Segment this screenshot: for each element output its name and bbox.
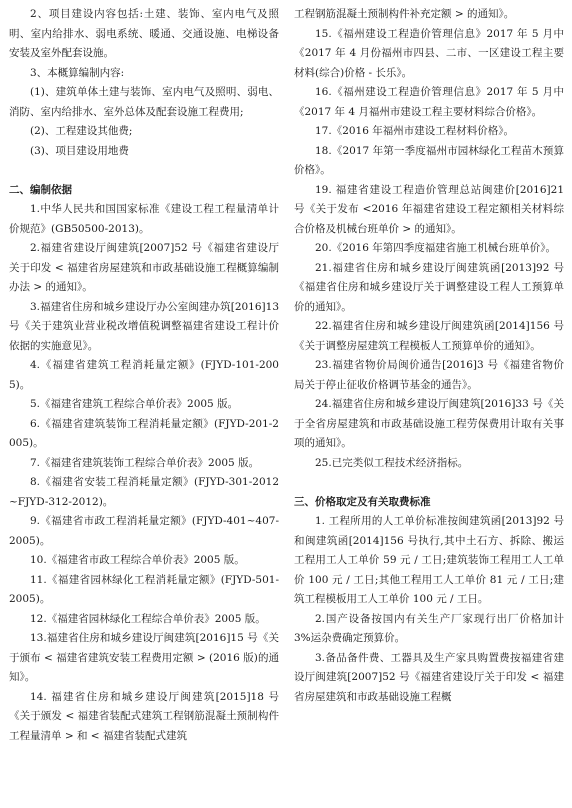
basis-item-6: 6.《福建省建筑装饰工程消耗量定额》(FJYD-201-2005)。 (9, 417, 279, 449)
basis-item-4: 4.《福建省建筑工程消耗量定额》(FJYD-101-2005)。 (9, 359, 279, 391)
basis-item-9: 9.《福建省市政工程消耗量定额》(FJYD-401~407-2005)。 (9, 515, 279, 547)
basis-item-22: 22.福建省住房和城乡建设厅闽建筑函[2014]156 号《关于调整房屋建筑工程模板人工预算单价的通知》。 (294, 320, 564, 352)
basis-item-10: 10.《福建省市政工程综合单价表》2005 版。 (30, 554, 245, 566)
section-heading-pricing: 三、价格取定及有关取费标准 (294, 495, 431, 508)
basis-item-8: 8.《福建省安装工程消耗量定额》(FJYD-301-2012~FJYD-312-2012)。 (9, 476, 279, 508)
basis-item-13: 13.福建省住房和城乡建设厅闽建筑[2016]15 号《关于颁布 < 福建省建筑安装工程费用定额 > (2016 版)的通知》。 (9, 632, 279, 683)
pricing-item-1: 1. 工程所用的人工单价标准按闽建筑函[2013]92 号和闽建筑函[2014]156 号执行,其中土石方、拆除、搬运工程用工人工单价 59 元 / 工日;建筑装饰工程用工人工单价 100 元 / 工日;其他工程用工人工单价 81 元 / 工日;建筑工程模板用工人工单价 100 元 / 工日。 (294, 515, 564, 605)
basis-item-12: 12.《福建省园林绿化工程综合单价表》2005 版。 (30, 612, 266, 625)
pricing-item-3: 3.备品备件费、工器具及生产家具购置费按福建省建设厅闽建筑[2007]52 号《福建省建设厅关于印发 < 福建省房屋建筑和市政基础设施工程概 (294, 651, 564, 703)
basis-item-14-continued: 工程钢筋混凝土预制构件补充定额 > 的通知》。 (294, 8, 515, 20)
scope-heading: 3、本概算编制内容: (30, 66, 125, 79)
scope-paragraph: 2、项目建设内容包括:土建、装饰、室内电气及照明、室内给排水、弱电系统、暖通、交通设施、电梯设备安装及室外配套设施。 (9, 8, 279, 59)
basis-item-1: 1.中华人民共和国国家标准《建设工程工程量清单计价规范》(GB50500-2013)。 (9, 203, 279, 235)
basis-item-7: 7.《福建省建筑装饰工程综合单价表》2005 版。 (30, 456, 260, 469)
basis-item-24: 24.福建省住房和城乡建设厅闽建筑[2016]33 号《关于全省房屋建筑和市政基础设施工程劳保费用计取有关事项的通知》。 (294, 398, 564, 449)
basis-item-3: 3.福建省住房和城乡建设厅办公室闽建办筑[2016]13 号《关于建筑业营业税改增值税调整福建省建设工程计价依据的实施意见》。 (9, 300, 279, 352)
basis-item-11: 11.《福建省园林绿化工程消耗量定额》(FJYD-501-2005)。 (9, 573, 279, 605)
basis-item-20: 20.《2016 年第四季度福建省施工机械台班单价》。 (315, 242, 557, 254)
basis-item-17: 17.《2016 年福州市建设工程材料价格》。 (315, 125, 515, 137)
two-column-layout (9, 5, 564, 746)
basis-item-18: 18.《2017 年第一季度福州市园林绿化工程苗木预算价格》。 (294, 144, 564, 176)
basis-item-2: 2.福建省建设厅闽建筑[2007]52 号《福建省建设厅关于印发 < 福建省房屋建筑和市政基础设施工程概算编制办法 > 的通知》。 (9, 242, 279, 293)
right-column (294, 5, 564, 746)
pricing-item-2: 2.国产设备按国内有关生产厂家现行出厂价格加计 3%运杂费确定预算价。 (294, 612, 564, 644)
basis-item-23: 23.福建省物价局闽价通告[2016]3 号《福建省物价局关于停止征收价格调节基金的通告》。 (294, 359, 564, 391)
basis-item-19: 19. 福建省建设工程造价管理总站闽建价[2016]21 号《关于发布 <2016 年福建省建设工程定额相关材料综合价格及机械台班单价 > 的通知》。 (294, 183, 564, 235)
left-column (9, 5, 279, 746)
basis-item-16: 16.《福州建设工程造价管理信息》2017 年 5 月中《2017 年 4 月福州市建设工程主要材料综合价格》。 (294, 86, 564, 118)
scope-item: (3)、项目建设用地费 (30, 144, 129, 157)
basis-item-14: 14. 福建省住房和城乡建设厅闽建筑[2015]18 号《关于颁发 < 福建省装配式建筑工程钢筋混凝土预制构件工程量清单 > 和 < 福建省装配式建筑 (9, 690, 279, 742)
scope-item: (1)、建筑单体土建与装饰、室内电气及照明、弱电、消防、室内给排水、室外总体及配套设施工程费用; (9, 86, 279, 118)
basis-item-15: 15.《福州建设工程造价管理信息》2017 年 5 月中《2017 年 4 月份福州市四县、二市、一区建设工程主要材料(综合)价格 - 长乐》。 (294, 27, 564, 79)
section-heading-basis: 二、编制依据 (9, 183, 72, 196)
basis-item-25: 25.已完类似工程技术经济指标。 (315, 456, 469, 469)
scope-item: (2)、工程建设其他费; (30, 125, 133, 137)
basis-item-5: 5.《福建省建筑工程综合单价表》2005 版。 (30, 398, 239, 410)
basis-item-21: 21.福建省住房和城乡建设厅闽建筑函[2013]92 号《福建省住房和城乡建设厅关于调整建设工程人工预算单价的通知》。 (294, 261, 564, 313)
